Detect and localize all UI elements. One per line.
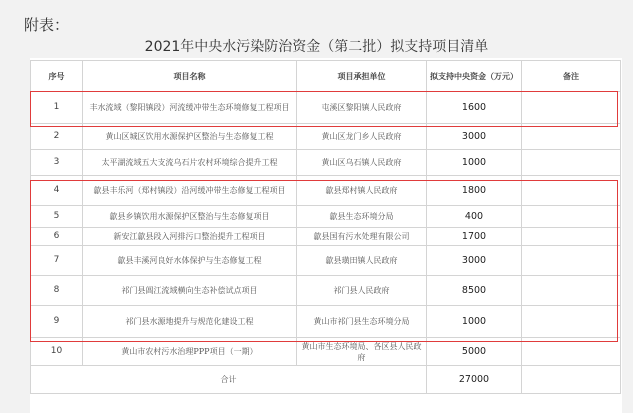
table-row xyxy=(31,276,621,306)
table-row xyxy=(31,306,621,338)
row-project-name: 歙县丰溪河良好水体保护与生态修复工程 xyxy=(83,246,297,276)
table-row xyxy=(31,124,621,150)
row-project-name: 黄山区城区饮用水源保护区整治与生态修复工程 xyxy=(83,124,297,150)
row-fund: 3000 xyxy=(427,246,522,276)
row-project-name: 太平湖流域五大支流乌石片农村环境综合提升工程 xyxy=(83,150,297,176)
row-note xyxy=(522,246,621,276)
row-fund: 5000 xyxy=(427,338,522,366)
project-table xyxy=(30,60,621,394)
total-label: 合计 xyxy=(31,366,427,394)
row-no: 1 xyxy=(31,92,83,124)
row-no: 3 xyxy=(31,150,83,176)
header-unit: 项目承担单位 xyxy=(297,61,427,92)
row-no: 5 xyxy=(31,206,83,228)
table-row xyxy=(31,150,621,176)
row-note xyxy=(522,276,621,306)
row-project-name: 歙县丰乐河（郑村镇段）沿河缓冲带生态修复工程项目 xyxy=(83,176,297,206)
row-fund: 1800 xyxy=(427,176,522,206)
table-total-row xyxy=(31,366,621,394)
row-no: 7 xyxy=(31,246,83,276)
header-no: 序号 xyxy=(31,61,83,92)
table-row xyxy=(31,246,621,276)
table-header-row xyxy=(31,61,621,92)
table-row xyxy=(31,176,621,206)
header-fund: 拟支持中央资金（万元） xyxy=(427,61,522,92)
row-note xyxy=(522,228,621,246)
row-project-name: 祁门县水源地提升与规范化建设工程 xyxy=(83,306,297,338)
header-project-name: 项目名称 xyxy=(83,61,297,92)
row-no: 9 xyxy=(31,306,83,338)
table-row xyxy=(31,206,621,228)
row-no: 10 xyxy=(31,338,83,366)
table-row xyxy=(31,338,621,366)
row-unit: 黄山市祁门县生态环境分局 xyxy=(297,306,427,338)
attachment-label: 附表： xyxy=(24,16,70,34)
row-no: 8 xyxy=(31,276,83,306)
row-unit: 黄山区乌石镇人民政府 xyxy=(297,150,427,176)
row-note xyxy=(522,150,621,176)
row-unit: 歙县郑村镇人民政府 xyxy=(297,176,427,206)
row-fund: 1600 xyxy=(427,92,522,124)
total-note xyxy=(522,366,621,394)
row-unit: 歙县璜田镇人民政府 xyxy=(297,246,427,276)
row-no: 6 xyxy=(31,228,83,246)
row-project-name: 歙县乡镇饮用水源保护区整治与生态修复项目 xyxy=(83,206,297,228)
row-fund: 1700 xyxy=(427,228,522,246)
document-title: 2021年中央水污染防治资金（第二批）拟支持项目清单 xyxy=(144,39,489,55)
row-fund: 8500 xyxy=(427,276,522,306)
row-fund: 400 xyxy=(427,206,522,228)
row-note xyxy=(522,124,621,150)
row-fund: 3000 xyxy=(427,124,522,150)
total-value: 27000 xyxy=(427,366,522,394)
row-note xyxy=(522,176,621,206)
row-unit: 祁门县人民政府 xyxy=(297,276,427,306)
row-fund: 1000 xyxy=(427,150,522,176)
row-project-name: 祁门县阊江流域横向生态补偿试点项目 xyxy=(83,276,297,306)
row-fund: 1000 xyxy=(427,306,522,338)
row-unit: 黄山市生态环境局、各区县人民政府 xyxy=(297,338,427,366)
row-project-name: 新安江歙县段入河排污口整治提升工程项目 xyxy=(83,228,297,246)
row-unit: 歙县国有污水处理有限公司 xyxy=(297,228,427,246)
row-note xyxy=(522,92,621,124)
row-note xyxy=(522,306,621,338)
row-unit: 黄山区龙门乡人民政府 xyxy=(297,124,427,150)
row-project-name: 丰水流域（黎阳镇段）河流缓冲带生态环境修复工程项目 xyxy=(83,92,297,124)
row-note xyxy=(522,338,621,366)
table-row xyxy=(31,228,621,246)
row-no: 2 xyxy=(31,124,83,150)
row-unit: 歙县生态环境分局 xyxy=(297,206,427,228)
row-note xyxy=(522,206,621,228)
row-unit: 屯溪区黎阳镇人民政府 xyxy=(297,92,427,124)
row-project-name: 黄山市农村污水治理PPP项目（一期） xyxy=(83,338,297,366)
table-row xyxy=(31,92,621,124)
header-note: 备注 xyxy=(522,61,621,92)
row-no: 4 xyxy=(31,176,83,206)
